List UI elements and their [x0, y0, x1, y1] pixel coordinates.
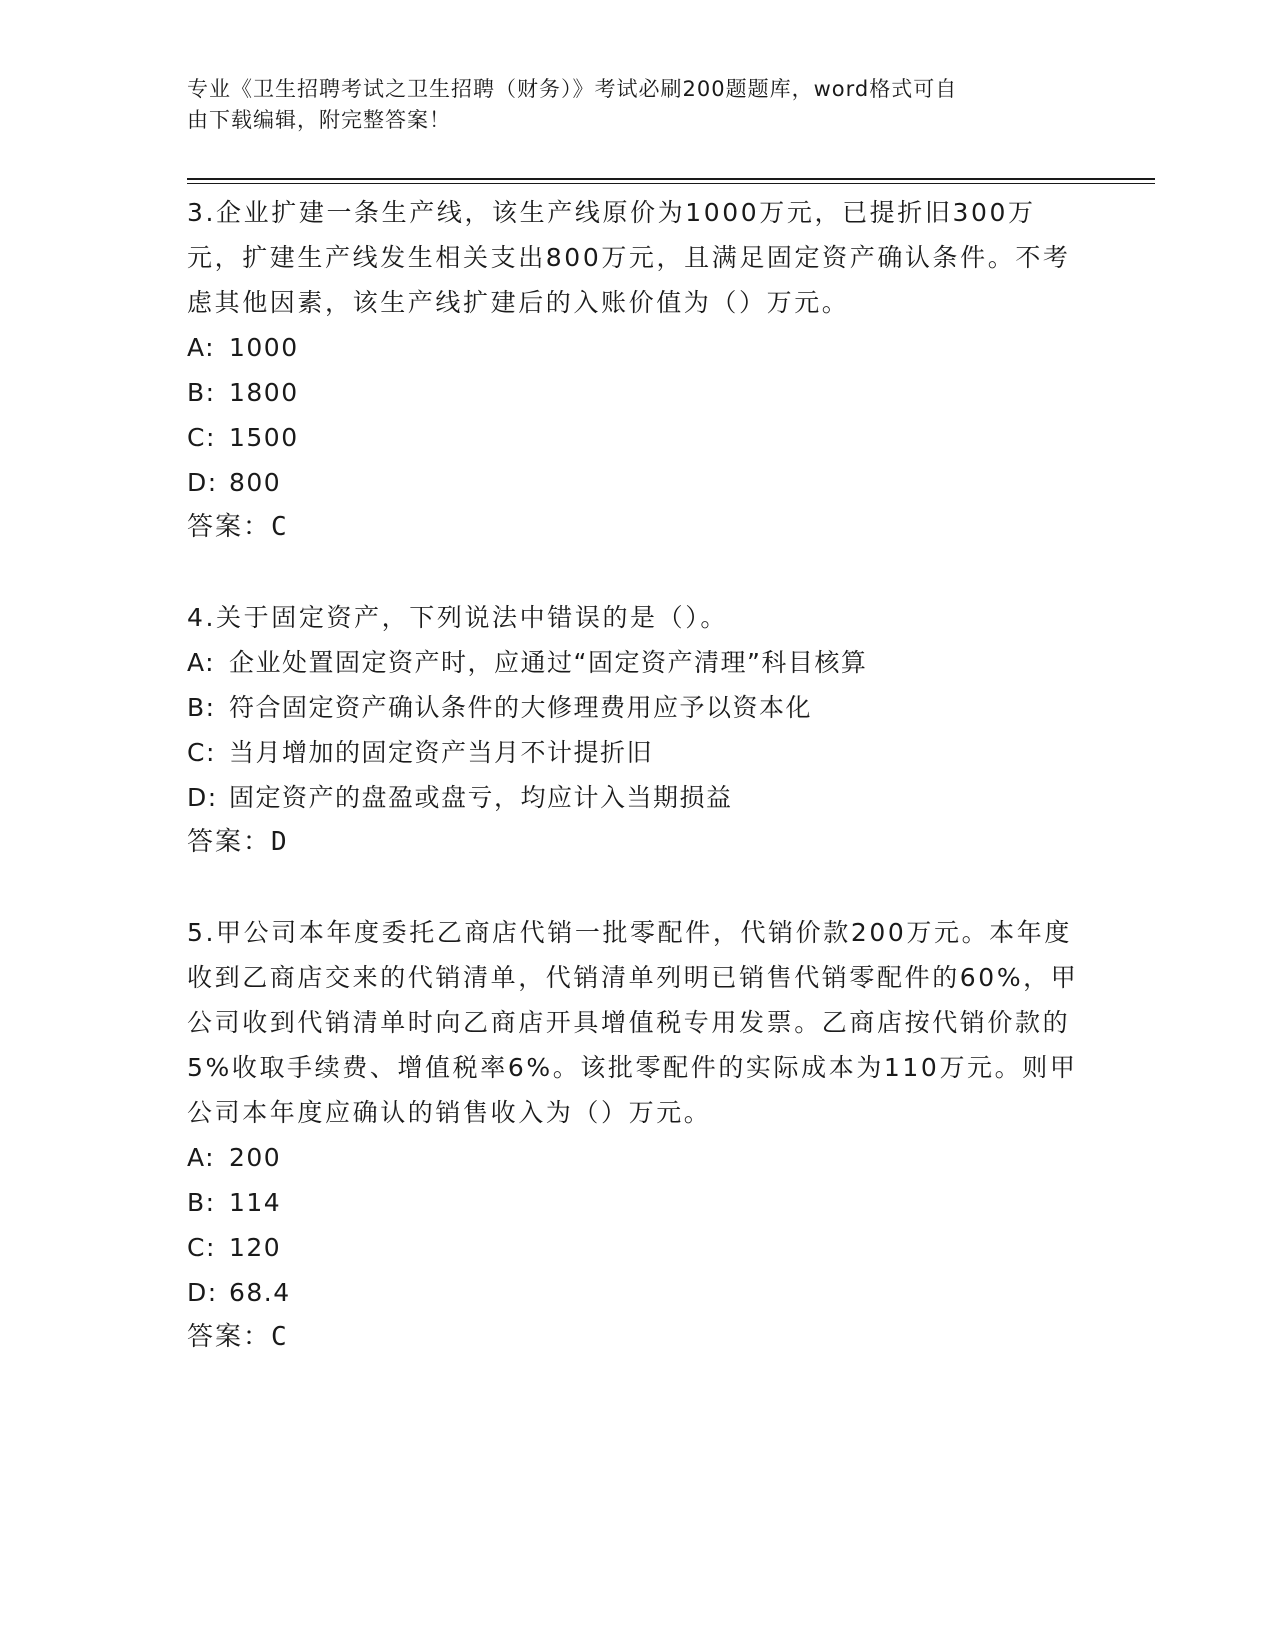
answer-value: C: [271, 512, 287, 542]
option-c: [187, 1225, 1087, 1270]
option-letter: A:: [187, 648, 216, 677]
option-b: [187, 1180, 1087, 1225]
answer-line: [187, 820, 1087, 865]
option-letter: B:: [187, 1188, 216, 1217]
question-stem: 3.企业扩建一条生产线，该生产线原价为1000万元，已提折旧300万元，扩建生产线发生相关支出800万元，且满足固定资产确认条件。不考虑其他因素，该生产线扩建后的入账价值为（）万元。: [187, 198, 1071, 317]
answer-value: C: [271, 1322, 287, 1352]
question-5: [187, 910, 1087, 1360]
question-3: [187, 190, 1087, 550]
option-letter: A:: [187, 1143, 216, 1172]
option-d: [187, 775, 1087, 820]
option-letter: D:: [187, 1278, 218, 1307]
option-text: 当月增加的固定资产当月不计提折旧: [229, 738, 654, 767]
option-text: 800: [229, 468, 282, 497]
question-stem: 5.甲公司本年度委托乙商店代销一批零配件，代销价款200万元。本年度收到乙商店交来的代销清单，代销清单列明已销售代销零配件的60%，甲公司收到代销清单时向乙商店开具增值税专用发票。乙商店按代销价款的5%收取手续费、增值税率6%。该批零配件的实际成本为110万元。则甲公司本年度应确认的销售收入为（）万元。: [187, 918, 1079, 1127]
option-a: [187, 325, 1087, 370]
option-b: [187, 685, 1087, 730]
option-letter: D:: [187, 783, 218, 812]
option-text: 68.4: [229, 1278, 291, 1307]
option-d: [187, 1270, 1087, 1315]
document-header: [187, 74, 1087, 136]
option-c: [187, 415, 1087, 460]
answer-line: [187, 1315, 1087, 1360]
option-text: 固定资产的盘盈或盘亏，均应计入当期损益: [229, 783, 733, 812]
option-text: 1000: [229, 333, 299, 362]
spacer: [187, 865, 1087, 910]
option-c: [187, 730, 1087, 775]
header-line-1: 专业《卫生招聘考试之卫生招聘（财务）》考试必刷200题题库，word格式可自: [187, 77, 958, 101]
option-letter: B:: [187, 693, 216, 722]
question-list: [187, 190, 1087, 1360]
option-text: 1800: [229, 378, 299, 407]
answer-label: 答案：: [187, 1322, 272, 1352]
option-text: 114: [229, 1188, 282, 1217]
spacer: [187, 550, 1087, 595]
option-letter: C:: [187, 423, 216, 452]
option-text: 企业处置固定资产时，应通过“固定资产清理”科目核算: [229, 648, 868, 677]
header-divider-thin: [187, 183, 1155, 184]
answer-line: [187, 505, 1087, 550]
question-4: [187, 595, 1087, 865]
question-stem: 4.关于固定资产，下列说法中错误的是（）。: [187, 603, 728, 632]
option-letter: D:: [187, 468, 218, 497]
option-a: [187, 1135, 1087, 1180]
answer-label: 答案：: [187, 512, 272, 542]
option-b: [187, 370, 1087, 415]
option-text: 1500: [229, 423, 299, 452]
option-a: [187, 640, 1087, 685]
option-letter: C:: [187, 1233, 216, 1262]
answer-label: 答案：: [187, 827, 272, 857]
option-letter: A:: [187, 333, 216, 362]
option-letter: C:: [187, 738, 216, 767]
header-line-2: 由下载编辑，附完整答案！: [187, 108, 451, 132]
answer-value: D: [271, 827, 287, 857]
option-text: 120: [229, 1233, 282, 1262]
header-divider-thick: [187, 178, 1155, 180]
option-text: 200: [229, 1143, 282, 1172]
option-text: 符合固定资产确认条件的大修理费用应予以资本化: [229, 693, 813, 722]
option-d: [187, 460, 1087, 505]
option-letter: B:: [187, 378, 216, 407]
